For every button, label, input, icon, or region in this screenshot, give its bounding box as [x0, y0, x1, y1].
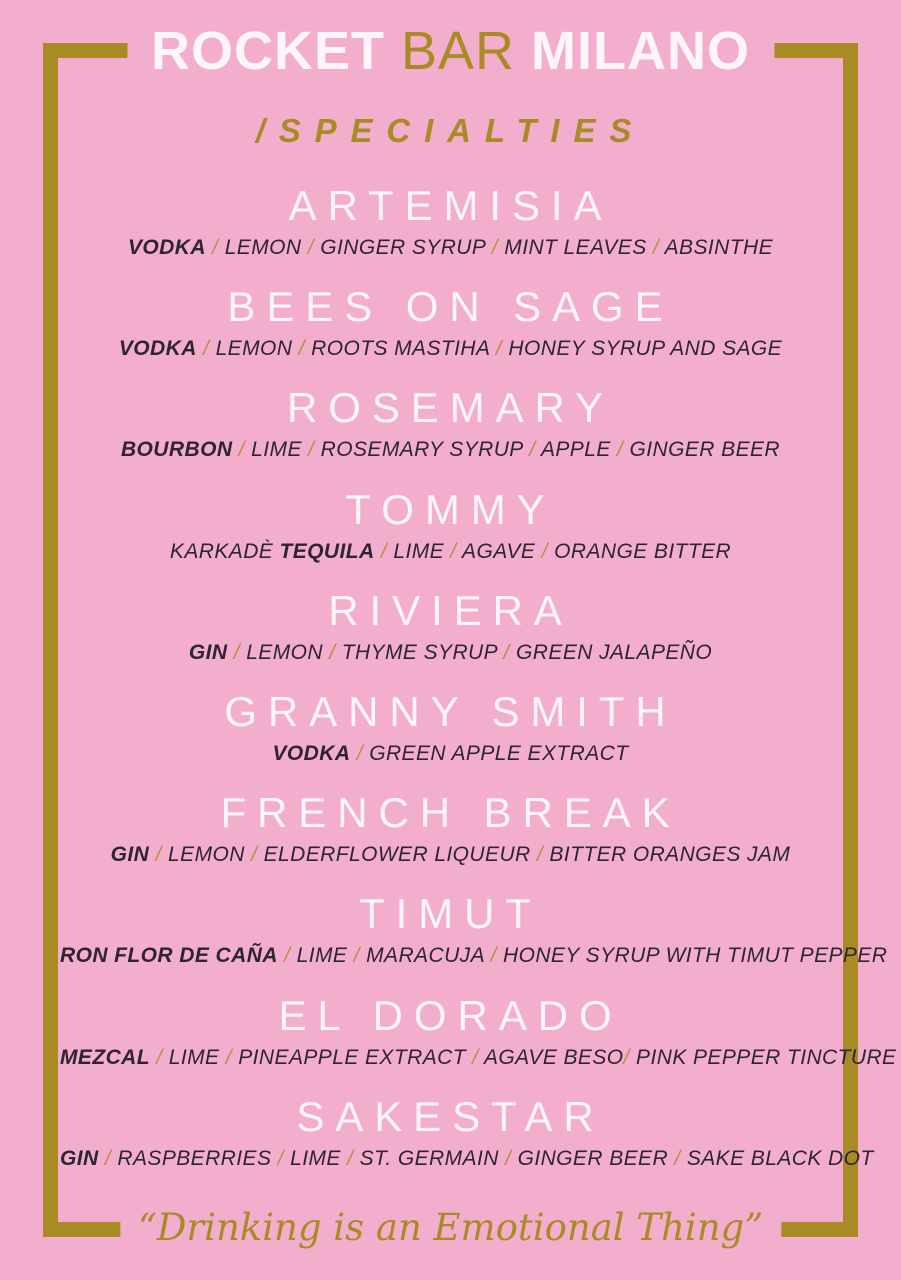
- ingredient-text: GREEN JALAPEÑO: [516, 640, 713, 664]
- ingredient-text: TEQUILA: [279, 539, 375, 563]
- cocktail-item: [60, 1092, 874, 1171]
- cocktail-item: [60, 384, 841, 462]
- ingredient-text: LEMON: [246, 640, 323, 664]
- cocktail-item: [60, 687, 841, 766]
- cocktail-name: ARTEMISIA: [288, 182, 613, 229]
- cocktail-item: [60, 586, 841, 665]
- ingredient-text: LEMON: [224, 236, 302, 259]
- cocktail-item: [60, 991, 897, 1070]
- ingredient-text: AGAVE BESO: [483, 1045, 624, 1069]
- ingredient-text: SAKE BLACK DOT: [686, 1146, 874, 1170]
- footer-quote: “Drinking is an Emotional Thing”: [120, 1192, 781, 1264]
- ingredient-text: APPLE: [540, 438, 611, 462]
- ingredient-separator: /: [271, 1146, 291, 1170]
- specialties-heading: /SPECIALTIES: [255, 112, 646, 149]
- ingredient-text: GREEN APPLE EXTRACT: [369, 741, 629, 765]
- ingredient-separator: /: [150, 1045, 169, 1069]
- ingredient-text: HONEY SYRUP WITH TIMUT PEPPER: [502, 944, 888, 968]
- cocktail-ingredients: [60, 943, 888, 968]
- ingredient-text: GINGER BEER: [517, 1146, 669, 1170]
- cocktail-name: ROSEMARY: [287, 384, 614, 432]
- ingredient-text: GINGER SYRUP: [320, 236, 486, 259]
- ingredient-text: GIN: [188, 640, 228, 664]
- ingredient-separator: /: [610, 438, 630, 462]
- ingredient-text: ABSINTHE: [664, 236, 774, 259]
- ingredient-text: PINK PEPPER TINCTURE: [636, 1045, 897, 1069]
- ingredient-text: ORANGE BITTER: [554, 539, 732, 563]
- ingredient-text: BOURBON: [120, 438, 233, 462]
- cocktail-name: EL DORADO: [278, 991, 623, 1039]
- ingredient-text: AGAVE: [462, 539, 536, 563]
- title-word-rocket: ROCKET: [150, 21, 401, 81]
- ingredient-text: KARKADÈ: [169, 539, 280, 563]
- ingredient-text: ELDERFLOWER LIQUEUR: [263, 843, 531, 867]
- ingredient-separator: /: [498, 1146, 518, 1170]
- cocktail-ingredients: [60, 1146, 874, 1171]
- ingredient-separator: /: [149, 843, 169, 867]
- ingredient-text: MEZCAL: [60, 1045, 151, 1069]
- cocktail-name: GRANNY SMITH: [224, 687, 677, 735]
- ingredient-separator: /: [646, 236, 665, 259]
- ingredient-separator: /: [347, 944, 367, 968]
- ingredient-separator: /: [444, 539, 463, 563]
- cocktail-ingredients: [60, 235, 841, 260]
- ingredient-text: LIME: [251, 438, 302, 462]
- cocktail-name: TIMUT: [359, 890, 542, 938]
- bar-title: [127, 20, 774, 82]
- cocktail-list: [60, 182, 897, 1171]
- ingredient-text: LIME: [393, 539, 445, 563]
- cocktail-item: [60, 890, 888, 968]
- ingredient-text: THYME SYRUP: [341, 640, 498, 664]
- ingredient-separator: /: [205, 236, 225, 259]
- ingredient-separator: /: [535, 539, 555, 563]
- ingredient-text: ROSEMARY SYRUP: [320, 438, 523, 462]
- ingredient-text: LEMON: [168, 843, 245, 867]
- ingredient-text: GINGER BEER: [629, 438, 781, 462]
- ingredient-separator: /: [232, 438, 252, 462]
- ingredient-separator: /: [522, 438, 541, 462]
- cocktail-name: FRENCH BREAK: [220, 789, 681, 837]
- ingredient-separator: /: [196, 337, 216, 361]
- ingredient-separator: /: [350, 741, 370, 765]
- ingredient-separator: /: [301, 438, 321, 462]
- ingredient-text: MINT LEAVES: [504, 236, 647, 259]
- cocktail-ingredients: [60, 640, 841, 665]
- cocktail-name: SAKESTAR: [296, 1092, 605, 1140]
- cocktail-ingredients: [60, 842, 841, 867]
- ingredient-separator: /: [374, 539, 394, 563]
- ingredient-text: MARACUJA: [366, 944, 485, 968]
- cocktail-name: BEES ON SAGE: [227, 283, 674, 331]
- ingredient-text: PINEAPPLE EXTRACT: [238, 1045, 466, 1069]
- ingredient-separator: /: [668, 1146, 687, 1170]
- menu-content: [60, 0, 897, 1197]
- ingredient-separator: /: [489, 337, 509, 361]
- cocktail-name: RIVIERA: [328, 586, 573, 634]
- ingredient-separator: /: [219, 1045, 239, 1069]
- ingredient-separator: /: [497, 640, 517, 664]
- ingredient-text: ST. GERMAIN: [359, 1146, 499, 1170]
- ingredient-separator: /: [340, 1146, 360, 1170]
- cocktail-item: [60, 182, 841, 260]
- cocktail-name: TOMMY: [345, 485, 556, 533]
- ingredient-text: LIME: [290, 1146, 341, 1170]
- ingredient-text: VODKA: [272, 741, 351, 765]
- ingredient-text: VODKA: [118, 337, 197, 361]
- ingredient-separator: /: [292, 337, 312, 361]
- ingredient-text: GIN: [60, 1146, 99, 1170]
- ingredient-text: LIME: [168, 1045, 220, 1069]
- ingredient-text: ROOTS MASTIHA: [311, 337, 490, 361]
- ingredient-separator: /: [98, 1146, 118, 1170]
- ingredient-text: LEMON: [215, 337, 293, 361]
- title-word-milano: MILANO: [515, 21, 751, 81]
- ingredient-separator: /: [530, 843, 550, 867]
- ingredient-separator: /: [301, 236, 321, 259]
- ingredient-text: RON FLOR DE CAÑA: [60, 944, 278, 968]
- cocktail-ingredients: [60, 336, 841, 361]
- ingredient-text: LIME: [296, 944, 348, 968]
- ingredient-text: GIN: [110, 843, 150, 867]
- cocktail-ingredients: [60, 1045, 897, 1070]
- ingredient-text: VODKA: [127, 236, 206, 259]
- cocktail-item: [60, 283, 841, 361]
- ingredient-text: HONEY SYRUP AND SAGE: [508, 337, 783, 361]
- ingredient-separator: /: [485, 236, 505, 259]
- title-word-bar: BAR: [400, 21, 516, 81]
- ingredient-separator: /: [227, 640, 247, 664]
- cocktail-item: [60, 485, 841, 564]
- ingredient-text: BITTER ORANGES JAM: [549, 843, 791, 867]
- ingredient-separator: /: [277, 944, 297, 968]
- cocktail-ingredients: [60, 539, 841, 564]
- cocktail-item: [60, 789, 841, 867]
- ingredient-separator: /: [623, 1045, 637, 1069]
- ingredient-separator: /: [465, 1045, 484, 1069]
- ingredient-separator: /: [322, 640, 342, 664]
- ingredient-text: RASPBERRIES: [117, 1146, 272, 1170]
- cocktail-ingredients: [60, 437, 841, 462]
- ingredient-separator: /: [484, 944, 503, 968]
- ingredient-separator: /: [244, 843, 264, 867]
- cocktail-ingredients: [60, 741, 841, 766]
